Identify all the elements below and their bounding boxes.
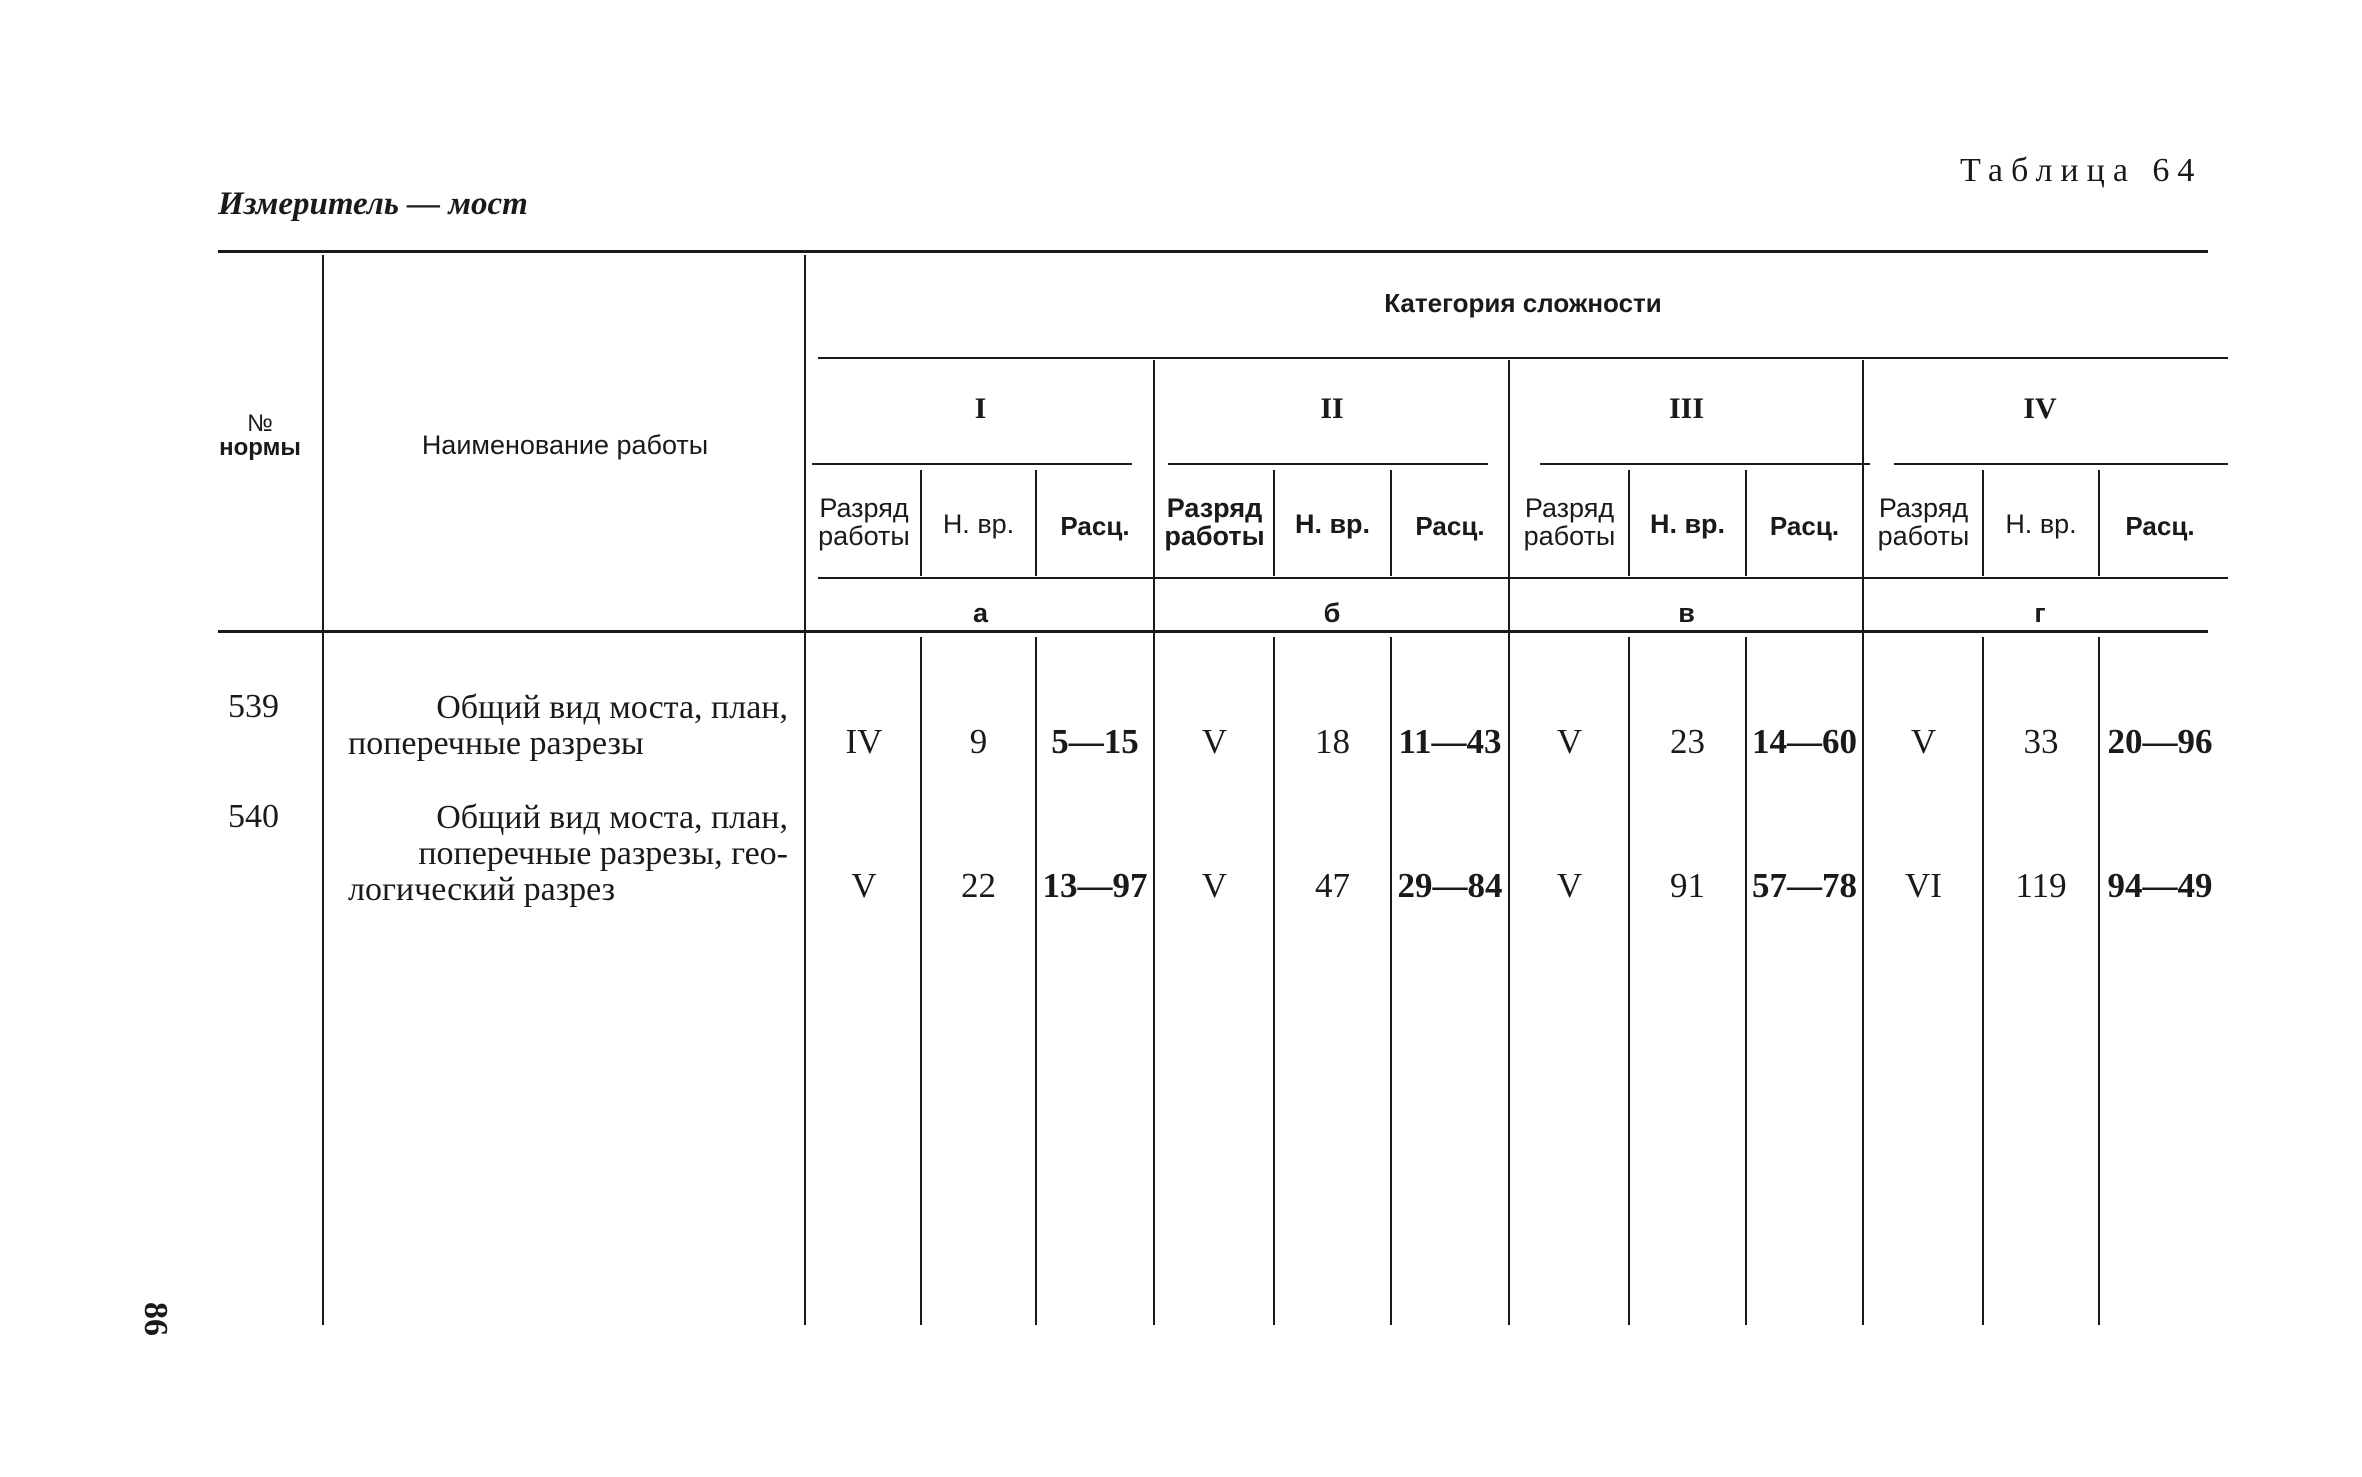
subhdr-rate-iii: Расц.: [1769, 511, 1840, 541]
complexity-rule: [818, 357, 2228, 359]
cell-rate: 11—43: [1398, 722, 1502, 761]
cell-time: 91: [1670, 866, 1705, 905]
letter-rule-b: [1153, 580, 1155, 630]
cell-grade: V: [1556, 722, 1583, 761]
header-bottom-rule: [218, 630, 2208, 633]
table-title: Таблица 64: [1960, 152, 2203, 189]
col-rule-cat-iii: [1508, 360, 1510, 1325]
category-iv: IV: [2023, 392, 2057, 425]
category-rule-i: [812, 463, 1132, 465]
category-rule-iii: [1540, 463, 1870, 465]
category-rule-iv: [1894, 463, 2228, 465]
cell-grade: V: [1556, 866, 1583, 905]
header-norm-no: № нормы: [219, 410, 301, 461]
subhdr-rate-iv: Расц.: [2125, 511, 2195, 541]
table-top-rule: [218, 250, 2208, 253]
letter-b: б: [1323, 598, 1341, 628]
cell-grade: IV: [845, 722, 883, 761]
letter-a: а: [972, 598, 989, 628]
norm-number: 539: [228, 688, 279, 725]
letter-g: г: [2034, 598, 2046, 628]
category-rule-ii: [1168, 463, 1488, 465]
letters-rule: [818, 577, 2228, 579]
cell-grade: V: [851, 866, 877, 905]
work-description: Общий вид моста, план, поперечные разрезы, гео- логический разрез: [348, 799, 788, 908]
category-iii: III: [1668, 392, 1705, 425]
cell-rate: 94—49: [2107, 866, 2213, 905]
subhdr-grade-iv: Разряд работы: [1877, 493, 1970, 551]
cell-time: 22: [961, 866, 996, 905]
meter-label: Измеритель — мост: [218, 186, 528, 222]
subhdr-rate-ii: Расц.: [1415, 511, 1485, 541]
category-ii: II: [1320, 392, 1344, 425]
cell-grade: V: [1201, 866, 1228, 905]
subhdr-time-iv: Н. вр.: [2005, 509, 2077, 539]
work-description: Общий вид моста, план, поперечные разрезы: [348, 689, 788, 762]
letter-v: в: [1678, 598, 1695, 628]
cell-time: 23: [1670, 722, 1705, 761]
col-rule-cat-iv: [1862, 360, 1864, 1325]
header-work-name: Наименование работы: [421, 430, 709, 460]
col-rule-norm: [322, 255, 324, 1325]
cell-time: 9: [969, 722, 988, 761]
cell-time: 18: [1315, 722, 1350, 761]
category-i: I: [974, 392, 987, 425]
cell-rate: 20—96: [2107, 722, 2213, 761]
cell-grade: V: [1910, 722, 1937, 761]
subhdr-grade-i: Разряд работы: [818, 493, 910, 551]
cell-grade: V: [1201, 722, 1228, 761]
subhdr-time-i: Н. вр.: [942, 509, 1015, 539]
page-number: 86: [137, 1302, 174, 1336]
cell-rate: 5—15: [1051, 722, 1139, 761]
cell-rate: 57—78: [1752, 866, 1857, 905]
col-rule-work: [804, 255, 806, 1325]
cell-time: 33: [2023, 722, 2059, 761]
cell-rate: 14—60: [1752, 722, 1857, 761]
cell-rate: 29—84: [1397, 866, 1503, 905]
subhdr-time-iii: Н. вр.: [1649, 509, 1726, 539]
col-rule-cat-ii: [1153, 360, 1155, 1325]
cell-time: 119: [2015, 866, 2067, 905]
norm-number: 540: [228, 798, 279, 835]
subhdr-grade-iii: Разряд работы: [1523, 493, 1616, 551]
cell-rate: 13—97: [1042, 866, 1148, 905]
cell-grade: VI: [1905, 866, 1942, 905]
subhdr-rate-i: Расц.: [1060, 511, 1130, 541]
subhdr-time-ii: Н. вр.: [1294, 509, 1371, 539]
header-complexity: Категория сложности: [1384, 288, 1662, 318]
cell-time: 47: [1315, 866, 1350, 905]
subhdr-grade-ii: Разряд работы: [1164, 493, 1265, 551]
